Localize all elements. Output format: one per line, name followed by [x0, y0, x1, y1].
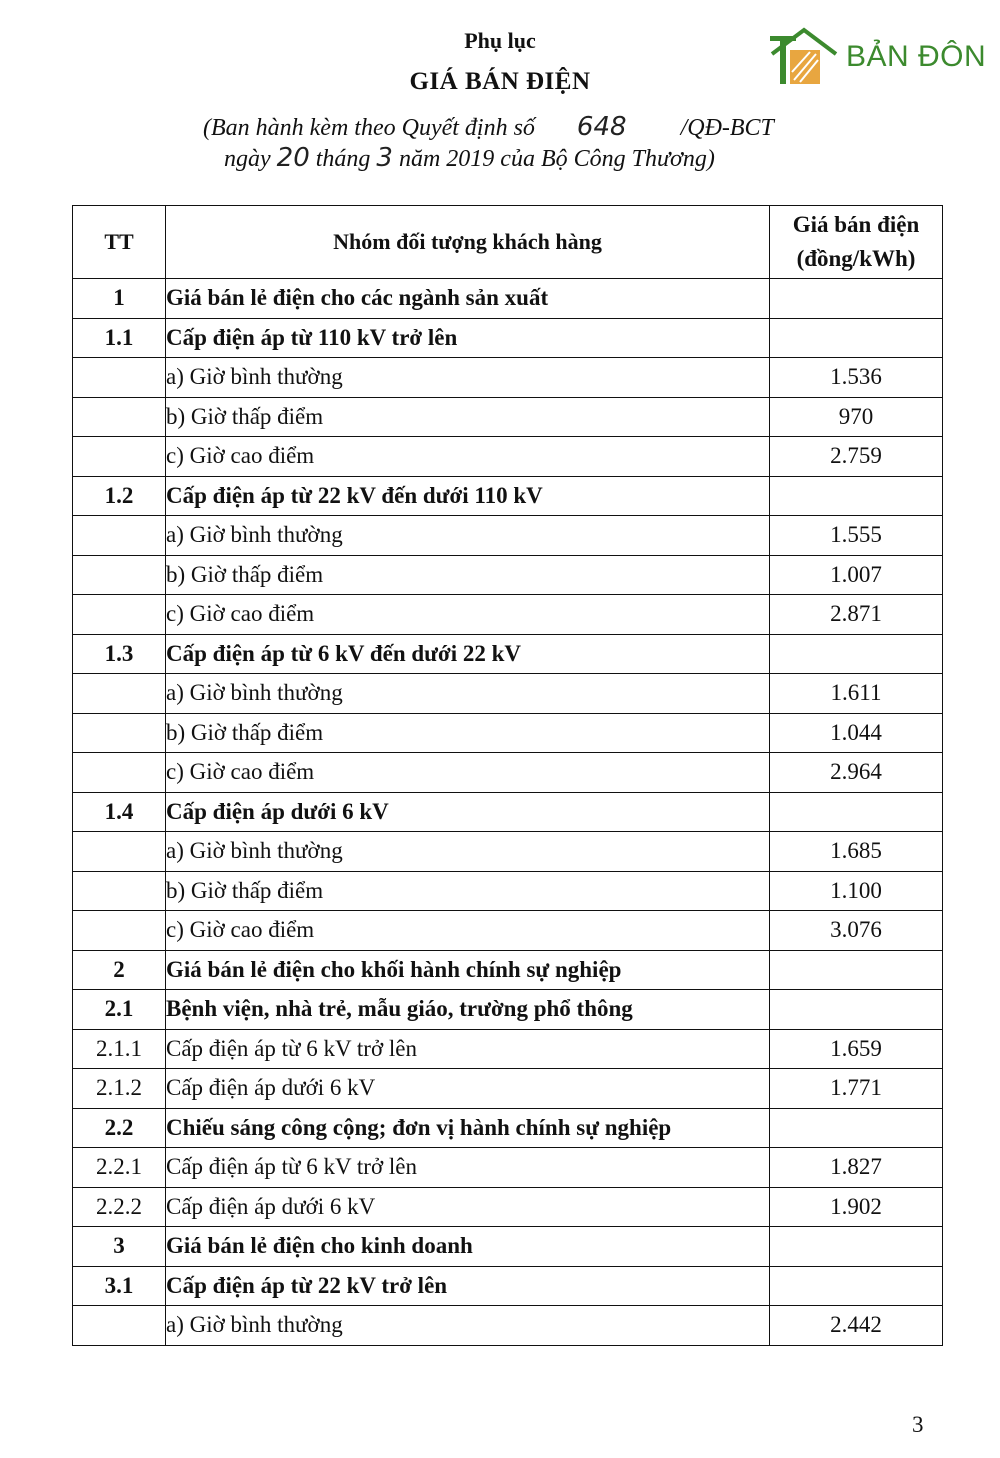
row-description: Bệnh viện, nhà trẻ, mẫu giáo, trường phổ thông — [166, 990, 770, 1030]
row-number: 2.2 — [73, 1108, 166, 1148]
table-row — [73, 674, 943, 714]
row-description: b) Giờ thấp điểm — [166, 713, 770, 753]
price-table-body — [73, 279, 943, 1346]
header-price-line1: Giá bán điện — [792, 212, 920, 237]
row-description: c) Giờ cao điểm — [166, 437, 770, 477]
house-logo-icon — [768, 26, 840, 88]
row-price: 1.771 — [770, 1069, 943, 1109]
row-description: Chiếu sáng công cộng; đơn vị hành chính sự nghiệp — [166, 1108, 770, 1148]
row-number: 1.3 — [73, 634, 166, 674]
table-row — [73, 832, 943, 872]
table-row — [73, 1148, 943, 1188]
header-tt: TT — [73, 206, 166, 279]
header-price-line2: (đồng/kWh) — [796, 246, 916, 271]
row-price: 2.871 — [770, 595, 943, 635]
row-price: 970 — [770, 397, 943, 437]
row-description: c) Giờ cao điểm — [166, 753, 770, 793]
row-price — [770, 792, 943, 832]
table-row — [73, 634, 943, 674]
ban-don-logo — [768, 26, 986, 88]
row-number — [73, 595, 166, 635]
row-description: Cấp điện áp từ 6 kV trở lên — [166, 1029, 770, 1069]
row-number: 2.2.2 — [73, 1187, 166, 1227]
row-price: 3.076 — [770, 911, 943, 951]
row-number: 2.2.1 — [73, 1148, 166, 1188]
row-price — [770, 1266, 943, 1306]
appendix-label: Phụ lục — [464, 28, 536, 53]
table-row — [73, 1187, 943, 1227]
row-number — [73, 674, 166, 714]
row-description: a) Giờ bình thường — [166, 832, 770, 872]
page-number: 3 — [912, 1412, 924, 1437]
row-description: a) Giờ bình thường — [166, 358, 770, 398]
row-description: c) Giờ cao điểm — [166, 911, 770, 951]
row-price — [770, 279, 943, 319]
row-price: 1.685 — [770, 832, 943, 872]
row-description: a) Giờ bình thường — [166, 1306, 770, 1346]
row-description: Giá bán lẻ điện cho các ngành sản xuất — [166, 279, 770, 319]
row-description: Giá bán lẻ điện cho kinh doanh — [166, 1227, 770, 1267]
row-number — [73, 713, 166, 753]
row-number — [73, 358, 166, 398]
row-description: Cấp điện áp từ 6 kV đến dưới 22 kV — [166, 634, 770, 674]
row-price: 1.044 — [770, 713, 943, 753]
row-price — [770, 476, 943, 516]
row-price: 1.007 — [770, 555, 943, 595]
row-price — [770, 1108, 943, 1148]
month-label: tháng — [315, 146, 371, 172]
row-description: Cấp điện áp từ 22 kV đến dưới 110 kV — [166, 476, 770, 516]
row-price — [770, 1227, 943, 1267]
table-row — [73, 911, 943, 951]
row-number: 2.1 — [73, 990, 166, 1030]
table-row — [73, 1029, 943, 1069]
table-row — [73, 1306, 943, 1346]
table-row — [73, 990, 943, 1030]
row-price: 2.964 — [770, 753, 943, 793]
row-number: 1 — [73, 279, 166, 319]
row-price — [770, 318, 943, 358]
row-number: 2.1.1 — [73, 1029, 166, 1069]
table-row — [73, 437, 943, 477]
row-description: Cấp điện áp từ 22 kV trở lên — [166, 1266, 770, 1306]
table-row — [73, 713, 943, 753]
table-row — [73, 516, 943, 556]
row-price: 1.611 — [770, 674, 943, 714]
row-number: 3.1 — [73, 1266, 166, 1306]
row-price — [770, 950, 943, 990]
table-row — [73, 476, 943, 516]
row-price: 1.827 — [770, 1148, 943, 1188]
header-price — [770, 206, 943, 279]
row-description: b) Giờ thấp điểm — [166, 555, 770, 595]
row-number — [73, 1306, 166, 1346]
table-row — [73, 1108, 943, 1148]
row-number — [73, 555, 166, 595]
date-line — [224, 143, 715, 173]
decision-suffix: /QĐ-BCT — [680, 115, 774, 141]
row-description: Cấp điện áp từ 6 kV trở lên — [166, 1148, 770, 1188]
row-number — [73, 397, 166, 437]
row-price — [770, 990, 943, 1030]
row-price — [770, 634, 943, 674]
row-number — [73, 437, 166, 477]
row-description: Cấp điện áp dưới 6 kV — [166, 1069, 770, 1109]
row-price: 2.442 — [770, 1306, 943, 1346]
table-header-row — [73, 206, 943, 279]
table-row — [73, 1266, 943, 1306]
row-number: 2.1.2 — [73, 1069, 166, 1109]
logo-text: BẢN ĐÔN — [846, 40, 987, 73]
row-description: Cấp điện áp dưới 6 kV — [166, 1187, 770, 1227]
row-description: b) Giờ thấp điểm — [166, 871, 770, 911]
table-row — [73, 595, 943, 635]
row-number — [73, 832, 166, 872]
table-row — [73, 318, 943, 358]
row-price: 1.902 — [770, 1187, 943, 1227]
page-title: GIÁ BÁN ĐIỆN — [409, 68, 591, 95]
decision-number: 648 — [576, 112, 627, 142]
row-price: 2.759 — [770, 437, 943, 477]
date-day: 20 — [276, 143, 310, 173]
table-row — [73, 1069, 943, 1109]
row-number: 3 — [73, 1227, 166, 1267]
row-description: b) Giờ thấp điểm — [166, 397, 770, 437]
table-row — [73, 792, 943, 832]
row-description: c) Giờ cao điểm — [166, 595, 770, 635]
table-row — [73, 555, 943, 595]
row-description: a) Giờ bình thường — [166, 674, 770, 714]
issued-prefix: (Ban hành kèm theo Quyết định số — [203, 115, 535, 141]
row-number: 1.4 — [73, 792, 166, 832]
row-number: 1.1 — [73, 318, 166, 358]
row-number — [73, 753, 166, 793]
table-row — [73, 950, 943, 990]
row-description: Cấp điện áp từ 110 kV trở lên — [166, 318, 770, 358]
table-row — [73, 397, 943, 437]
row-number: 2 — [73, 950, 166, 990]
row-number — [73, 911, 166, 951]
row-price: 1.100 — [770, 871, 943, 911]
table-row — [73, 358, 943, 398]
table-row — [73, 871, 943, 911]
row-description: Giá bán lẻ điện cho khối hành chính sự nghiệp — [166, 950, 770, 990]
date-prefix: ngày — [224, 146, 271, 172]
table-row — [73, 753, 943, 793]
header-group: Nhóm đối tượng khách hàng — [166, 206, 770, 279]
table-row — [73, 279, 943, 319]
table-row — [73, 1227, 943, 1267]
price-table — [72, 205, 943, 1346]
row-price: 1.536 — [770, 358, 943, 398]
row-number: 1.2 — [73, 476, 166, 516]
date-month: 3 — [376, 143, 393, 173]
row-price: 1.659 — [770, 1029, 943, 1069]
row-number — [73, 871, 166, 911]
row-description: a) Giờ bình thường — [166, 516, 770, 556]
decision-line — [203, 112, 774, 142]
row-number — [73, 516, 166, 556]
row-description: Cấp điện áp dưới 6 kV — [166, 792, 770, 832]
row-price: 1.555 — [770, 516, 943, 556]
date-suffix: năm 2019 của Bộ Công Thương) — [398, 146, 715, 172]
